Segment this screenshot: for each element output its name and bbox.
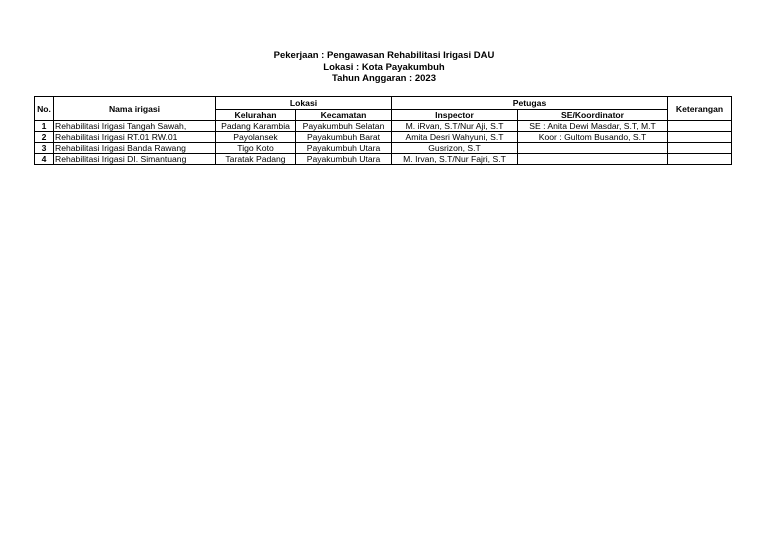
cell-kecamatan: Payakumbuh Utara <box>296 143 392 154</box>
header-inspector: Inspector <box>392 110 518 121</box>
cell-no: 2 <box>35 132 54 143</box>
cell-kecamatan: Payakumbuh Utara <box>296 154 392 165</box>
cell-nama-irigasi: Rehabilitasi Irigasi Tangah Sawah, <box>54 121 216 132</box>
cell-kecamatan: Payakumbuh Barat <box>296 132 392 143</box>
header-lokasi: Lokasi <box>216 97 392 110</box>
cell-kelurahan: Payolansek <box>216 132 296 143</box>
table-row <box>35 121 732 132</box>
header-keterangan: Keterangan <box>668 97 732 121</box>
cell-keterangan <box>668 143 732 154</box>
cell-keterangan <box>668 154 732 165</box>
header-kelurahan: Kelurahan <box>216 110 296 121</box>
cell-kelurahan: Tigo Koto <box>216 143 296 154</box>
header-kecamatan: Kecamatan <box>296 110 392 121</box>
table-row <box>35 143 732 154</box>
title-line-pekerjaan: Pekerjaan : Pengawasan Rehabilitasi Irigasi DAU <box>273 50 495 61</box>
cell-kecamatan: Payakumbuh Selatan <box>296 121 392 132</box>
title-line-tahun: Tahun Anggaran : 2023 <box>332 73 436 84</box>
cell-keterangan <box>668 132 732 143</box>
table-row <box>35 154 732 165</box>
cell-se-koordinator: SE : Anita Dewi Masdar, S.T, M.T <box>518 121 668 132</box>
cell-se-koordinator <box>518 154 668 165</box>
cell-no: 3 <box>35 143 54 154</box>
cell-inspector: M. Irvan, S.T/Nur Fajri, S.T <box>392 154 518 165</box>
table-row <box>35 132 732 143</box>
cell-nama-irigasi: Rehabilitasi Irigasi Banda Rawang <box>54 143 216 154</box>
cell-nama-irigasi: Rehabilitasi Irigasi DI. Simantuang <box>54 154 216 165</box>
cell-se-koordinator: Koor : Gultom Busando, S.T <box>518 132 668 143</box>
cell-keterangan <box>668 121 732 132</box>
header-se-koordinator: SE/Koordinator <box>518 110 668 121</box>
header-petugas: Petugas <box>392 97 668 110</box>
cell-kelurahan: Taratak Padang <box>216 154 296 165</box>
cell-se-koordinator <box>518 143 668 154</box>
document-title <box>0 50 768 85</box>
cell-kelurahan: Padang Karambia <box>216 121 296 132</box>
cell-inspector: M. iRvan, S.T/Nur Aji, S.T <box>392 121 518 132</box>
header-no: No. <box>35 97 54 121</box>
cell-nama-irigasi: Rehabilitasi Irigasi RT.01 RW.01 <box>54 132 216 143</box>
cell-no: 4 <box>35 154 54 165</box>
cell-inspector: Amita Desri Wahyuni, S.T <box>392 132 518 143</box>
header-nama-irigasi: Nama irigasi <box>54 97 216 121</box>
irrigation-table <box>34 96 732 165</box>
cell-inspector: Gusrizon, S.T <box>392 143 518 154</box>
title-line-lokasi: Lokasi : Kota Payakumbuh <box>323 61 445 73</box>
cell-no: 1 <box>35 121 54 132</box>
